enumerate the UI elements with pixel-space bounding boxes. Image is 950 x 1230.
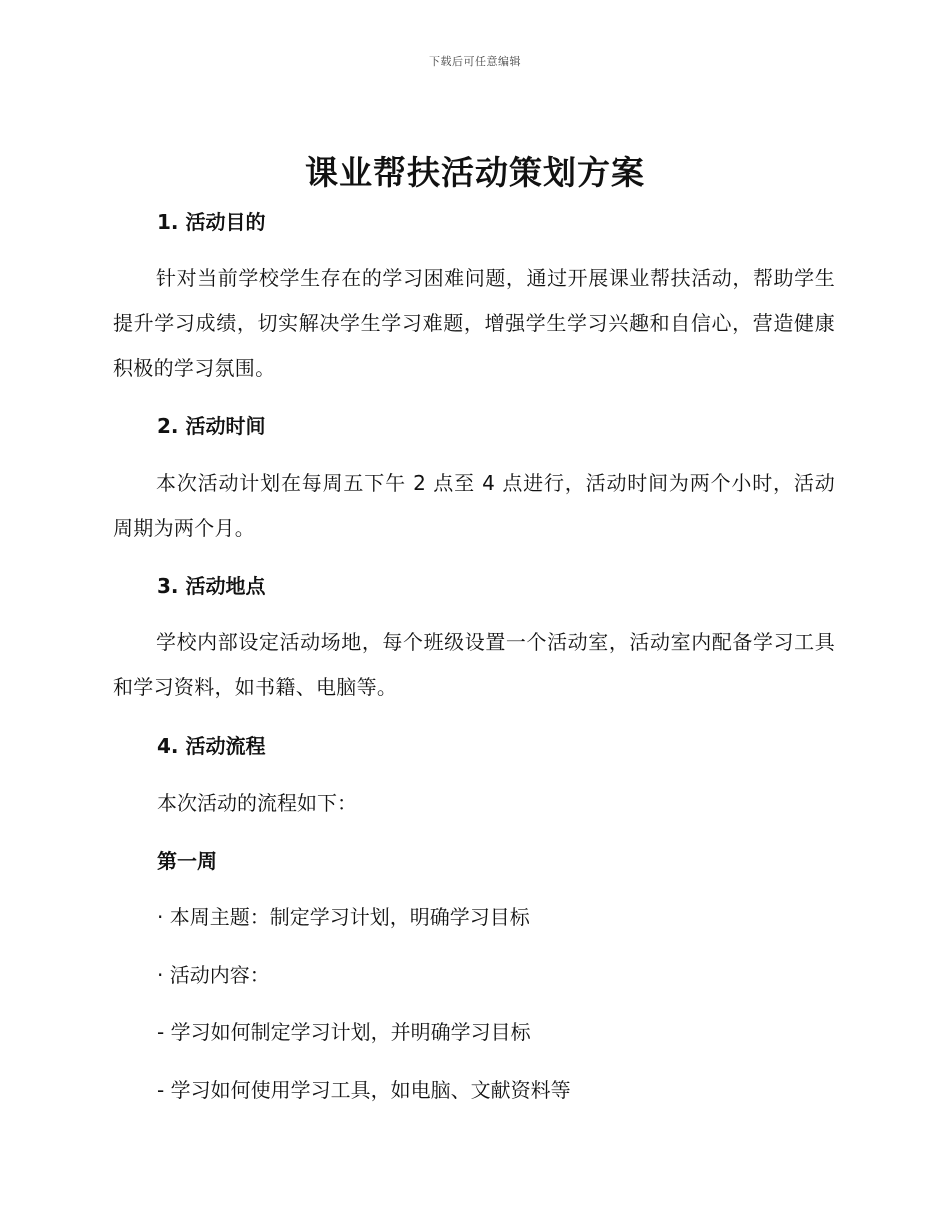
document-title: 课业帮扶活动策划方案 xyxy=(305,153,645,192)
section-heading-location: 3. 活动地点 xyxy=(157,574,266,598)
week-label: 第一周 xyxy=(157,849,217,873)
header-note: 下载后可任意编辑 xyxy=(429,55,521,68)
list-item: - 学习如何制定学习计划，并明确学习目标 xyxy=(157,1020,531,1044)
list-item: - 学习如何使用学习工具，如电脑、文献资料等 xyxy=(157,1078,571,1102)
section-body-location: 学校内部设定活动场地，每个班级设置一个活动室，活动室内配备学习工具和学习资料，如书籍、电脑等。 xyxy=(113,630,835,699)
section-heading-purpose: 1. 活动目的 xyxy=(157,210,266,234)
section-heading-process: 4. 活动流程 xyxy=(157,734,266,758)
section-heading-time: 2. 活动时间 xyxy=(157,414,266,438)
week-theme: · 本周主题：制定学习计划，明确学习目标 xyxy=(157,905,530,929)
week-content-label: · 活动内容： xyxy=(157,963,270,987)
section-body-time: 本次活动计划在每周五下午 2 点至 4 点进行，活动时间为两个小时，活动周期为两个月。 xyxy=(113,471,835,540)
section-body-purpose: 针对当前学校学生存在的学习困难问题，通过开展课业帮扶活动，帮助学生提升学习成绩，切实解决学生学习难题，增强学生学习兴趣和自信心，营造健康积极的学习氛围。 xyxy=(113,266,835,380)
process-intro: 本次活动的流程如下： xyxy=(157,791,357,815)
